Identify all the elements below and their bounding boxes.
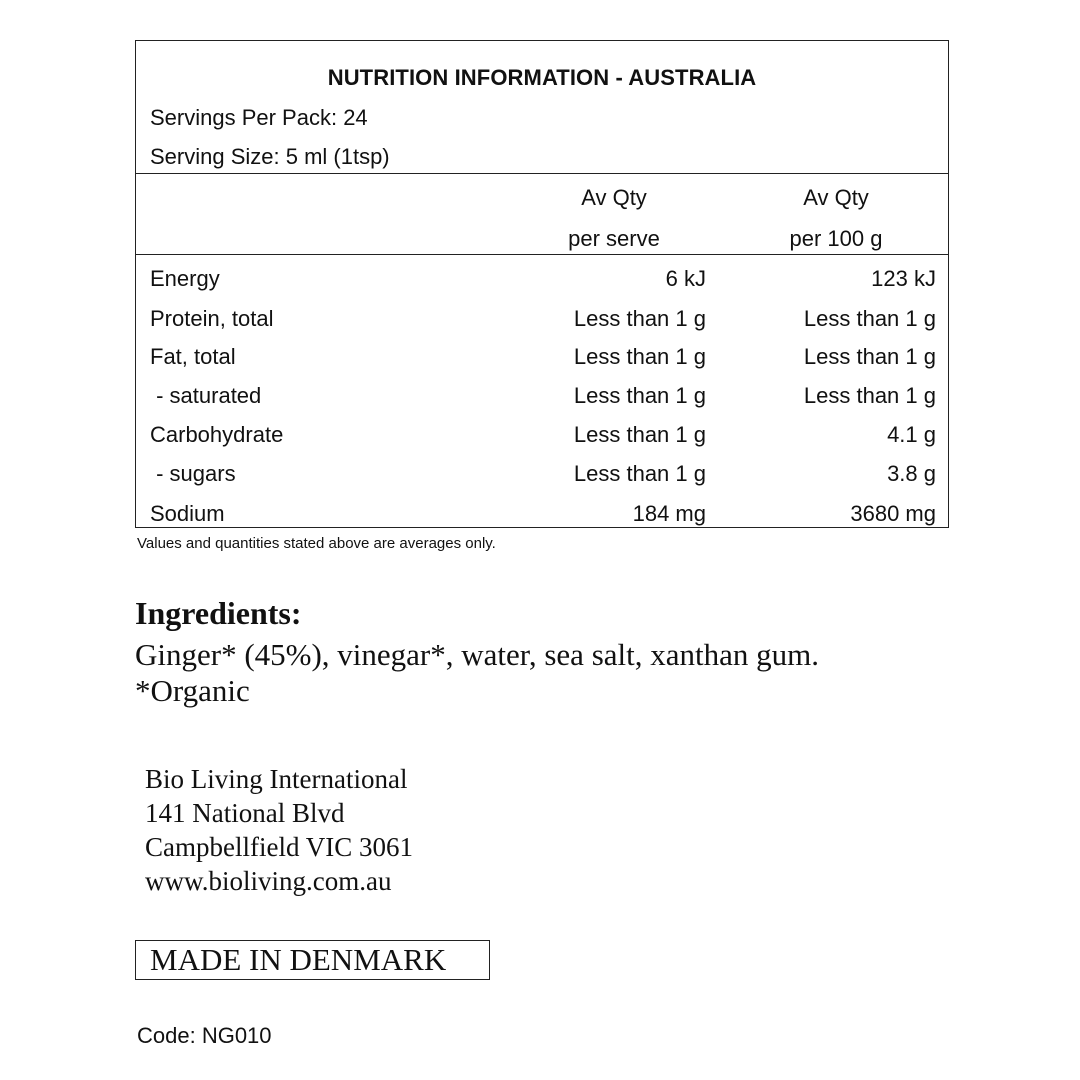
nutrient-label: Fat, total [150, 344, 236, 369]
nutrient-row-protein [136, 306, 948, 345]
nutrient-label: - saturated [150, 383, 262, 408]
nutrient-label: Protein, total [150, 306, 274, 331]
company-address [145, 762, 413, 898]
nutrient-row-fat [136, 344, 948, 383]
company-name: Bio Living International [145, 764, 408, 794]
nutrient-row-saturated [136, 383, 948, 422]
nutrient-row-energy [136, 266, 948, 305]
nutrition-panel [135, 40, 949, 528]
product-code: Code: NG010 [137, 1023, 272, 1048]
organic-note: *Organic [135, 673, 250, 708]
ingredients-text [135, 637, 819, 709]
header-divider-top [136, 173, 948, 174]
per-serve-value: 184 mg [632, 501, 706, 526]
nutrition-title: NUTRITION INFORMATION - AUSTRALIA [327, 65, 757, 90]
nutrient-row-sugars [136, 461, 948, 500]
per-100g-value: Less than 1 g [803, 383, 936, 408]
suburb-state-postcode: Campbellfield VIC 3061 [145, 832, 413, 862]
per-100g-value: 4.1 g [887, 422, 936, 447]
nutrient-label: - sugars [150, 461, 236, 486]
ingredients-heading: Ingredients: [135, 595, 302, 631]
nutrient-label: Carbohydrate [150, 422, 284, 447]
per-serve-value: Less than 1 g [573, 422, 706, 447]
col2-header-line2: per 100 g [789, 226, 883, 251]
country-of-origin-box: MADE IN DENMARK [135, 940, 490, 980]
nutrient-label: Sodium [150, 501, 225, 526]
col1-header-line1: Av Qty [581, 185, 647, 210]
averages-footnote: Values and quantities stated above are averages only. [137, 535, 496, 552]
nutrient-label: Energy [150, 266, 220, 291]
per-100g-value: 3680 mg [850, 501, 936, 526]
servings-per-pack: Servings Per Pack: 24 [150, 105, 368, 130]
per-serve-value: Less than 1 g [573, 344, 706, 369]
col1-header-line2: per serve [568, 226, 660, 251]
serving-size: Serving Size: 5 ml (1tsp) [150, 144, 390, 169]
per-100g-value: Less than 1 g [803, 344, 936, 369]
ingredients-list: Ginger* (45%), vinegar*, water, sea salt, xanthan gum. [135, 637, 819, 672]
per-serve-value: 6 kJ [665, 266, 706, 291]
per-serve-value: Less than 1 g [573, 383, 706, 408]
col2-header-line1: Av Qty [803, 185, 869, 210]
per-serve-value: Less than 1 g [573, 461, 706, 486]
website: www.bioliving.com.au [145, 866, 392, 896]
street-address: 141 National Blvd [145, 798, 345, 828]
nutrient-row-carbohydrate [136, 422, 948, 461]
per-100g-value: 3.8 g [887, 461, 936, 486]
per-100g-value: Less than 1 g [803, 306, 936, 331]
per-100g-value: 123 kJ [871, 266, 936, 291]
header-divider-bottom [136, 254, 948, 255]
per-serve-value: Less than 1 g [573, 306, 706, 331]
